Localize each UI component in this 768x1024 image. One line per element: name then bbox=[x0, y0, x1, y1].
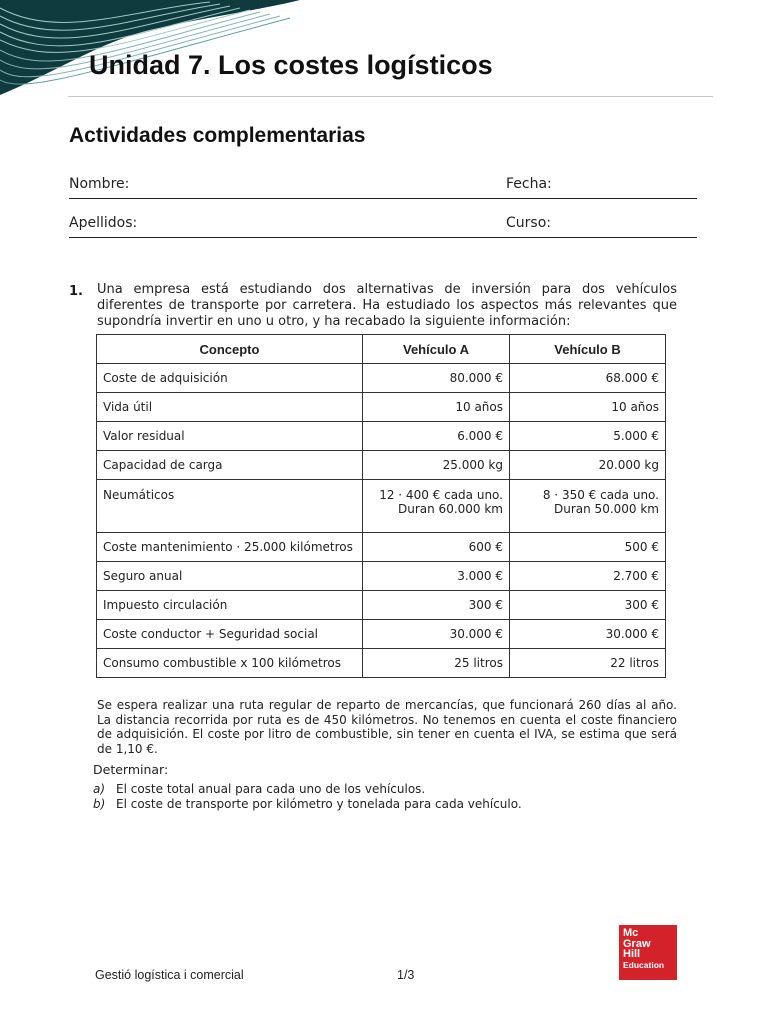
nombre-label: Nombre: bbox=[69, 176, 130, 192]
name-date-row[interactable] bbox=[69, 176, 697, 199]
vehicle-a-cell: 300 € bbox=[363, 591, 510, 620]
vehicle-a-cell: 30.000 € bbox=[363, 620, 510, 649]
vehicle-a-cell: 3.000 € bbox=[363, 562, 510, 591]
vehicle-a-cell: 25.000 kg bbox=[363, 451, 510, 480]
vehicle-b-line-2: Duran 50.000 km bbox=[554, 502, 659, 516]
vehicle-b-cell bbox=[510, 480, 666, 533]
vehicle-b-cell: 500 € bbox=[510, 533, 666, 562]
curso-label: Curso: bbox=[506, 215, 551, 231]
logo-line-hill: Hill bbox=[623, 948, 641, 960]
question-text: Una empresa está estudiando dos alternativas de inversión para dos vehículos diferentes de transporte por carretera. Ha estudiado los aspectos más relevantes que supondría invertir en uno u otro, y ha recabado la siguiente información: bbox=[97, 282, 677, 329]
table-row bbox=[97, 364, 666, 393]
list-item-text: El coste de transporte por kilómetro y tonelada para cada vehículo. bbox=[116, 797, 522, 811]
table-row bbox=[97, 422, 666, 451]
list-item bbox=[93, 782, 522, 797]
table-row bbox=[97, 591, 666, 620]
determinar-label: Determinar: bbox=[93, 762, 169, 777]
table-row bbox=[97, 620, 666, 649]
vehicle-b-cell: 22 litros bbox=[510, 649, 666, 678]
vehicle-a-cell: 25 litros bbox=[363, 649, 510, 678]
concept-cell: Seguro anual bbox=[97, 562, 363, 591]
concept-cell: Consumo combustible x 100 kilómetros bbox=[97, 649, 363, 678]
concept-cell: Neumáticos bbox=[97, 480, 363, 533]
concept-cell: Impuesto circulación bbox=[97, 591, 363, 620]
vehicle-a-cell: 6.000 € bbox=[363, 422, 510, 451]
logo-line-mc: Mc bbox=[623, 927, 639, 939]
vehicle-a-cell: 80.000 € bbox=[363, 364, 510, 393]
question-number: 1. bbox=[69, 284, 83, 299]
list-item bbox=[93, 797, 522, 812]
concept-cell: Coste mantenimiento · 25.000 kilómetros bbox=[97, 533, 363, 562]
table-row bbox=[97, 562, 666, 591]
table-row bbox=[97, 451, 666, 480]
concept-cell: Coste conductor + Seguridad social bbox=[97, 620, 363, 649]
unit-title: Unidad 7. Los costes logísticos bbox=[89, 50, 493, 80]
vehicle-comparison-table bbox=[96, 334, 666, 678]
header-vehiculo-a: Vehículo A bbox=[363, 335, 510, 364]
vehicle-a-cell bbox=[363, 480, 510, 533]
vehicle-b-cell: 2.700 € bbox=[510, 562, 666, 591]
table-header-row bbox=[97, 335, 666, 364]
vehicle-b-cell: 10 años bbox=[510, 393, 666, 422]
vehicle-b-line-1: 8 · 350 € cada uno. bbox=[542, 488, 659, 502]
vehicle-a-line-1: 12 · 400 € cada uno. bbox=[379, 488, 503, 502]
table-row bbox=[97, 649, 666, 678]
list-marker: a) bbox=[93, 782, 106, 796]
vehicle-b-cell: 20.000 kg bbox=[510, 451, 666, 480]
logo-education: Education bbox=[623, 959, 665, 970]
task-list bbox=[93, 782, 522, 812]
vehicle-b-cell: 5.000 € bbox=[510, 422, 666, 451]
header-vehiculo-b: Vehículo B bbox=[510, 335, 666, 364]
concept-cell: Capacidad de carga bbox=[97, 451, 363, 480]
logo-line-graw: Graw bbox=[623, 937, 651, 950]
table-row bbox=[97, 480, 666, 533]
list-item-text: El coste total anual para cada uno de los vehículos. bbox=[116, 782, 426, 796]
concept-cell: Vida útil bbox=[97, 393, 363, 422]
vehicle-b-cell: 300 € bbox=[510, 591, 666, 620]
vehicle-a-cell: 10 años bbox=[363, 393, 510, 422]
header-concepto: Concepto bbox=[97, 335, 363, 364]
footer-page-number: 1/3 bbox=[397, 968, 415, 982]
concept-cell: Valor residual bbox=[97, 422, 363, 451]
vehicle-b-cell: 68.000 € bbox=[510, 364, 666, 393]
apellidos-label: Apellidos: bbox=[69, 215, 138, 231]
vehicle-a-line-2: Duran 60.000 km bbox=[398, 502, 503, 516]
table-row bbox=[97, 393, 666, 422]
concept-cell: Coste de adquisición bbox=[97, 364, 363, 393]
footer-course-name: Gestió logística i comercial bbox=[95, 968, 244, 982]
fecha-label: Fecha: bbox=[506, 176, 552, 192]
surname-course-row[interactable] bbox=[69, 215, 697, 238]
vehicle-b-cell: 30.000 € bbox=[510, 620, 666, 649]
list-marker: b) bbox=[93, 797, 106, 811]
title-divider bbox=[68, 96, 713, 97]
table-row bbox=[97, 533, 666, 562]
vehicle-a-cell: 600 € bbox=[363, 533, 510, 562]
mcgraw-hill-logo bbox=[619, 925, 677, 980]
section-title: Actividades complementarias bbox=[69, 124, 366, 147]
scenario-paragraph: Se espera realizar una ruta regular de reparto de mercancías, que funcionará 260 días al año. La distancia recorrida por ruta es de 450 kilómetros. No tenemos en cuenta el coste financiero de adquisición. El coste por litro de combustible, sin tener en cuenta el IVA, se estima que será de 1,10 €. bbox=[97, 698, 677, 756]
